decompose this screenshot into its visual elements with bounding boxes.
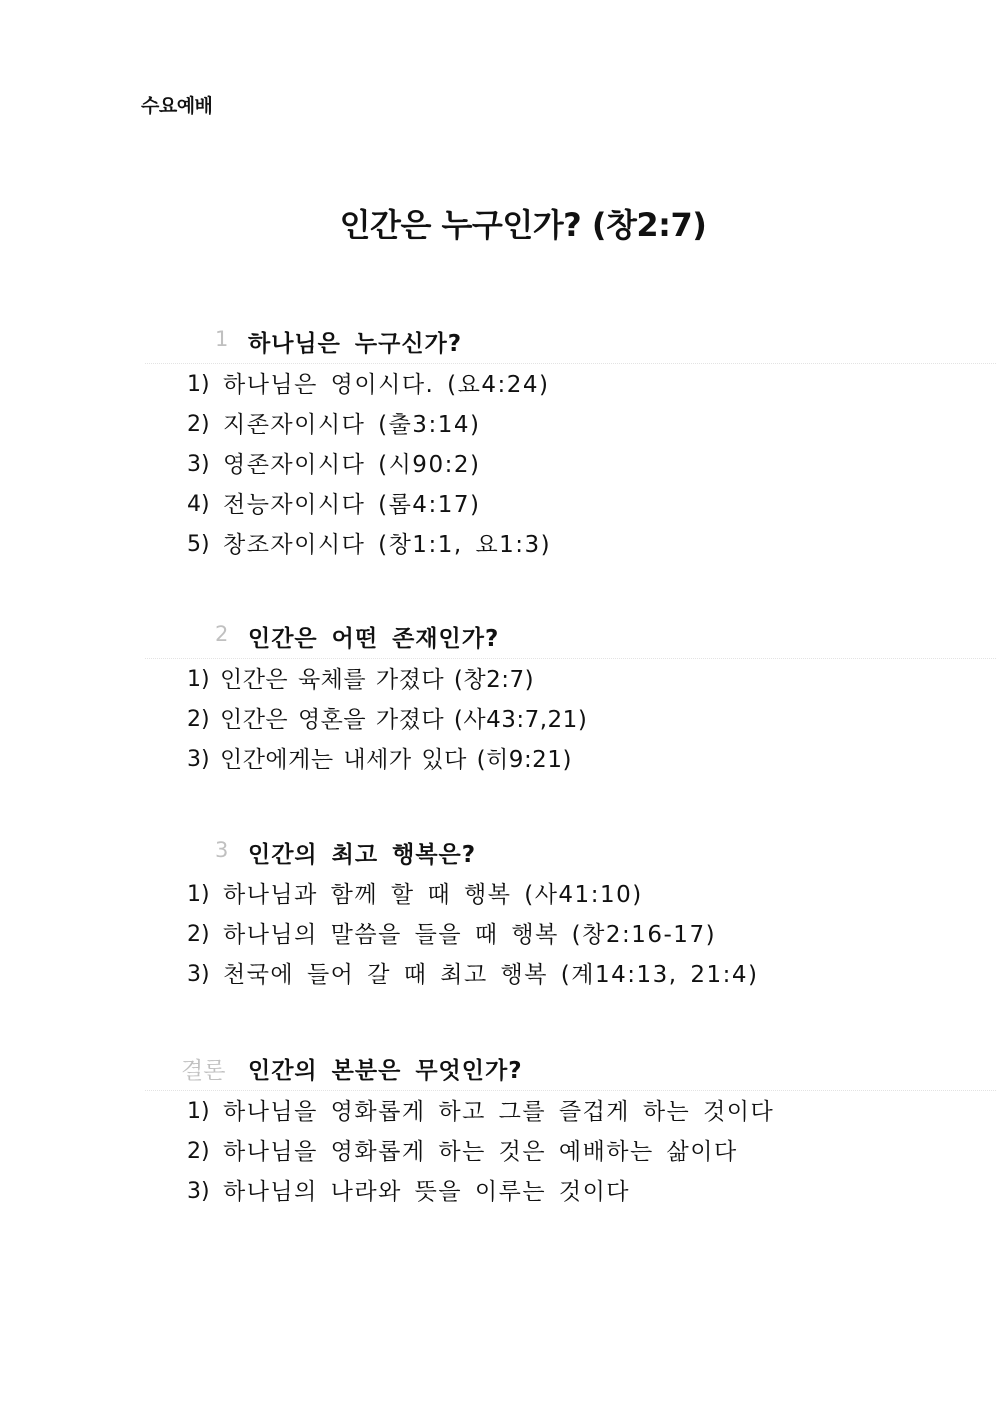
item-text: 하나님과 함께 할 때 행복 (사41:10) (223, 882, 643, 908)
list-item (145, 445, 996, 485)
item-number: 2) (187, 922, 210, 947)
item-number: 2) (187, 1139, 210, 1164)
item-number: 4) (187, 492, 210, 517)
list-item (145, 915, 996, 955)
section-header (145, 1050, 996, 1091)
list-item (145, 740, 996, 780)
section-header (145, 834, 996, 874)
item-number: 2) (187, 412, 210, 437)
list-item (145, 955, 996, 995)
item-text: 하나님을 영화롭게 하는 것은 예배하는 삶이다 (223, 1139, 738, 1165)
page-title: 인간은 누구인가? (창2:7) (339, 206, 707, 244)
item-number: 3) (187, 962, 210, 987)
item-number: 1) (187, 882, 210, 907)
section-title: 인간의 본분은 무엇인가? (248, 1058, 523, 1084)
section-title: 하나님은 누구신가? (248, 331, 463, 357)
item-list (145, 365, 996, 565)
item-number: 1) (187, 1099, 210, 1124)
item-list (145, 660, 996, 780)
item-list (145, 875, 996, 995)
list-item (145, 660, 996, 700)
item-number: 1) (187, 667, 210, 692)
list-item (145, 1132, 996, 1172)
list-item (145, 405, 996, 445)
item-number: 5) (187, 532, 210, 557)
item-text: 하나님은 영이시다. (요4:24) (223, 372, 550, 398)
section-header (145, 618, 996, 659)
item-text: 창조자이시다 (창1:1, 요1:3) (223, 532, 552, 558)
item-text: 하나님을 영화롭게 하고 그를 즐겁게 하는 것이다 (223, 1099, 775, 1125)
section-title: 인간은 어떤 존재인가? (248, 626, 500, 652)
list-item (145, 525, 996, 565)
item-number: 3) (187, 452, 210, 477)
item-list (145, 1092, 996, 1212)
item-number: 2) (187, 707, 210, 732)
item-text: 하나님의 나라와 뜻을 이루는 것이다 (223, 1179, 631, 1205)
section-number: 결론 (181, 1058, 226, 1084)
list-item (145, 1172, 996, 1212)
item-text: 천국에 들어 갈 때 최고 행복 (계14:13, 21:4) (223, 962, 759, 988)
item-text: 지존자이시다 (출3:14) (223, 412, 481, 438)
section-title: 인간의 최고 행복은? (248, 842, 477, 868)
item-text: 하나님의 말씀을 들을 때 행복 (창2:16-17) (223, 922, 717, 948)
section-number: 3 (215, 838, 229, 862)
list-item (145, 365, 996, 405)
section-header (145, 323, 996, 364)
item-text: 인간은 영혼을 가졌다 (사43:7,21) (220, 707, 588, 733)
list-item (145, 1092, 996, 1132)
item-text: 전능자이시다 (롬4:17) (223, 492, 481, 518)
section-3 (145, 834, 996, 995)
item-number: 3) (187, 1179, 210, 1204)
item-text: 인간은 육체를 가졌다 (창2:7) (220, 667, 535, 693)
section-2 (145, 618, 996, 780)
section-number: 1 (215, 327, 229, 351)
section-conclusion (145, 1050, 996, 1212)
item-number: 3) (187, 747, 210, 772)
item-text: 인간에게는 내세가 있다 (히9:21) (220, 747, 572, 773)
item-number: 1) (187, 372, 210, 397)
list-item (145, 485, 996, 525)
section-1 (145, 323, 996, 565)
item-text: 영존자이시다 (시90:2) (223, 452, 481, 478)
header-label: 수요예배 (141, 95, 213, 117)
section-number: 2 (215, 622, 229, 646)
list-item (145, 700, 996, 740)
list-item (145, 875, 996, 915)
